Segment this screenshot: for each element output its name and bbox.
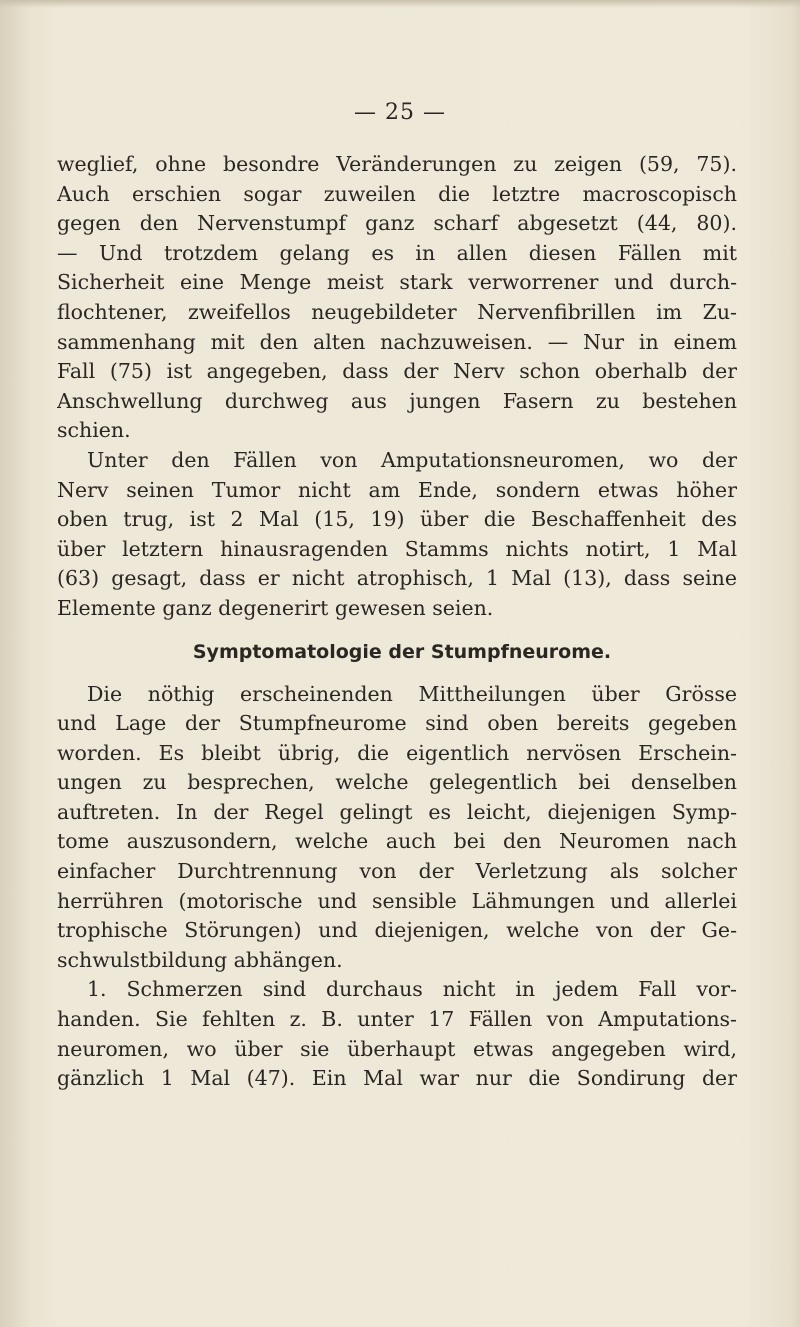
text-line: gänzlich 1 Mal (47). Ein Mal war nur die Sondirung der	[57, 1066, 737, 1091]
text-line: neuromen, wo über sie überhaupt etwas angegeben wird,	[57, 1036, 737, 1061]
text-line: weglief, ohne besondre Veränderungen zu zeigen (59, 75).	[57, 152, 737, 176]
text-line: einfacher Durchtrennung von der Verletzung als solcher	[57, 859, 737, 884]
text-line: 1. Schmerzen sind durchaus nicht in jedem Fall vor-	[87, 977, 737, 1002]
body-text	[57, 150, 737, 1094]
text-line: auftreten. In der Regel gelingt es leicht, diejenigen Symp-	[57, 799, 737, 824]
text-line: sammenhang mit den alten nachzuweisen. — Nur in einem	[57, 329, 737, 354]
text-line: ungen zu besprechen, welche gelegentlich bei denselben	[57, 770, 737, 795]
text-line: gegen den Nervenstumpf ganz scharf abgesetzt (44, 80).	[57, 211, 737, 236]
text-line: (63) gesagt, dass er nicht atrophisch, 1 Mal (13), dass seine	[57, 566, 737, 591]
text-line: herrühren (motorische und sensible Lähmungen und allerlei	[57, 888, 737, 913]
text-line: tome auszusondern, welche auch bei den Neuromen nach	[57, 829, 737, 854]
text-line: schien.	[57, 418, 131, 443]
text-line: und Lage der Stumpfneurome sind oben bereits gegeben	[57, 711, 737, 736]
text-line: über letztern hinausragenden Stamms nichts notirt, 1 Mal	[57, 536, 737, 561]
text-line: Anschwellung durchweg aus jungen Fasern zu bestehen	[57, 388, 737, 413]
text-line: handen. Sie fehlten z. B. unter 17 Fällen von Amputations-	[57, 1007, 737, 1032]
text-line: Elemente ganz degenerirt gewesen seien.	[57, 595, 494, 620]
text-line: — Und trotzdem gelang es in allen diesen Fällen mit	[57, 240, 737, 265]
page-number: — 25 —	[354, 100, 446, 125]
text-line: Die nöthig erscheinenden Mittheilungen über Grösse	[87, 681, 737, 706]
section-heading: Symptomatologie der Stumpfneurome.	[192, 640, 612, 663]
text-line: worden. Es bleibt übrig, die eigentlich nervösen Erschein-	[57, 740, 737, 765]
text-line: flochtener, zweifellos neugebildeter Nervenfibrillen im Zu-	[57, 299, 737, 324]
text-line: Sicherheit eine Menge meist stark verworrener und durch-	[57, 270, 737, 295]
text-line: Auch erschien sogar zuweilen die letztre macroscopisch	[57, 181, 737, 206]
text-line: schwulstbildung abhängen.	[57, 947, 343, 972]
text-line: trophische Störungen) und diejenigen, welche von der Ge-	[57, 918, 737, 943]
text-line: oben trug, ist 2 Mal (15, 19) über die Beschaffenheit des	[57, 507, 737, 532]
text-line: Fall (75) ist angegeben, dass der Nerv schon oberhalb der	[57, 359, 737, 384]
text-line: Nerv seinen Tumor nicht am Ende, sondern etwas höher	[57, 477, 737, 502]
page-top-edge	[0, 0, 800, 8]
text-line: Unter den Fällen von Amputationsneuromen, wo der	[87, 447, 737, 472]
